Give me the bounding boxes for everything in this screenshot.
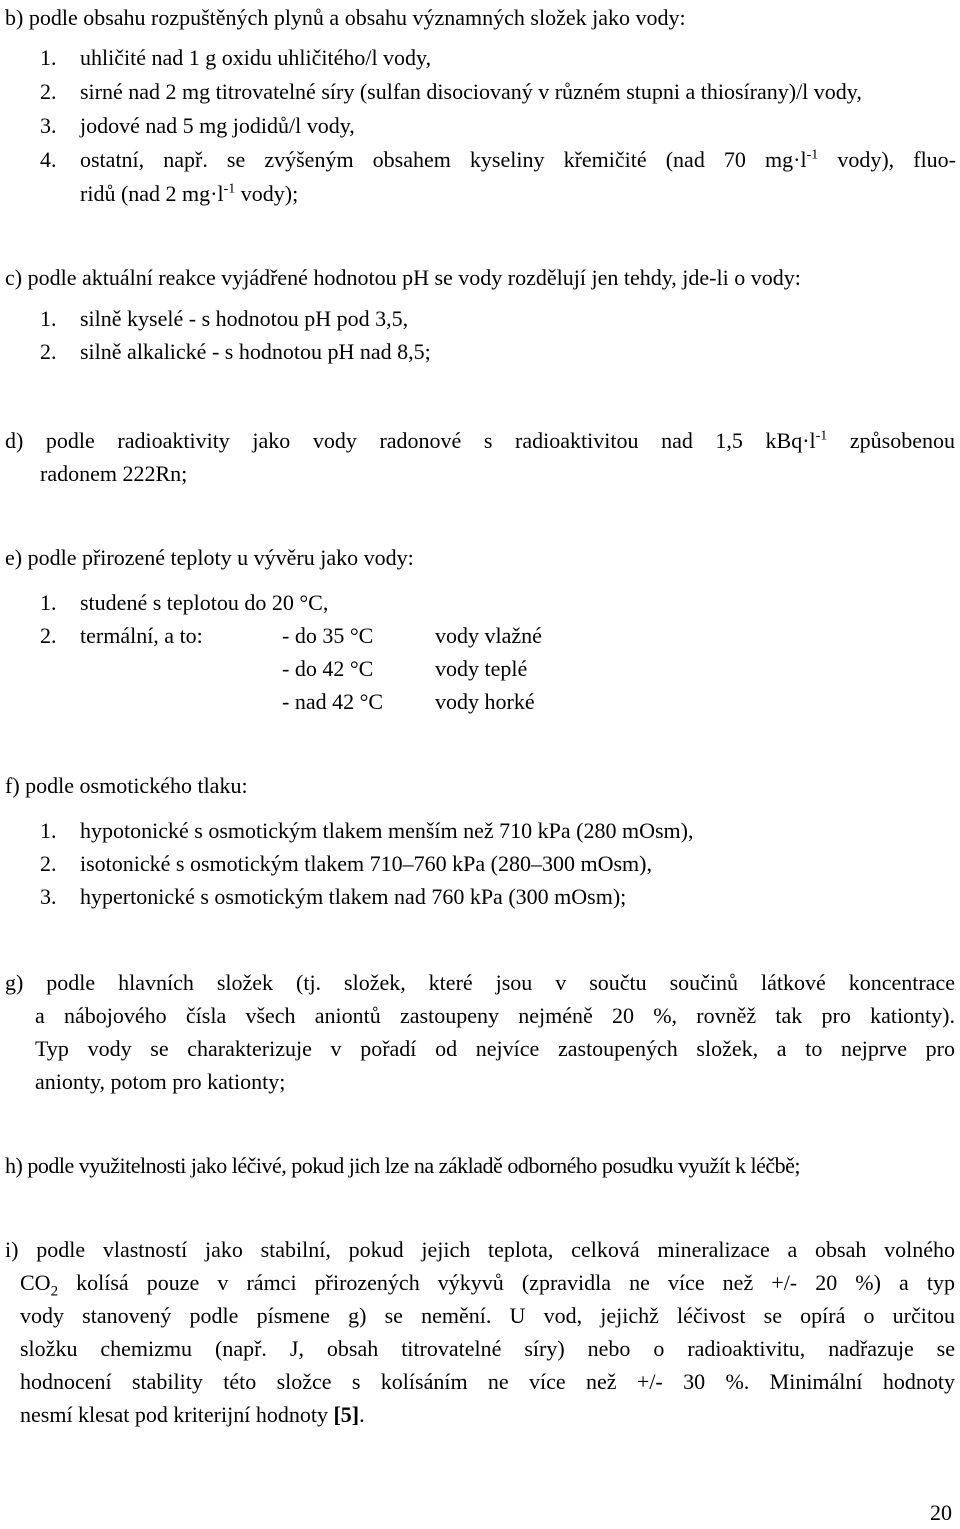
temperature-class: vody teplé bbox=[435, 656, 528, 681]
section-g-line: a nábojového čísla všech aniontů zastoupeny nejméně 20 %, rovněž tak pro kationty). bbox=[35, 1003, 955, 1028]
list-item: silně alkalické - s hodnotou pH nad 8,5; bbox=[80, 339, 431, 364]
section-d-line: d) podle radioaktivity jako vody radonové s radioaktivitou nad 1,5 $kBq\cdot l^{-1}$ způsobenou bbox=[5, 428, 955, 453]
section-e-heading: e) podle přirozené teploty u vývěru jako vody: bbox=[5, 545, 414, 570]
list-item-number: 3. bbox=[40, 113, 57, 138]
section-h-line: h) podle využitelnosti jako léčivé, pokud jich lze na základě odborného posudku využít k léčbě; bbox=[5, 1153, 800, 1178]
list-item-number: 4. bbox=[40, 147, 57, 172]
list-item-number: 1. bbox=[40, 306, 57, 331]
list-item-number: 1. bbox=[40, 818, 57, 843]
section-i-line: hodnocení stability této složce s kolísáním ne více než +/- 30 %. Minimální hodnoty bbox=[20, 1369, 955, 1394]
list-item-number: 2. bbox=[40, 79, 57, 104]
section-b-heading: b) podle obsahu rozpuštěných plynů a obsahu významných složek jako vody: bbox=[5, 5, 686, 30]
list-item: jodové nad 5 mg jodidů/l vody, bbox=[80, 113, 355, 138]
section-f-heading: f) podle osmotického tlaku: bbox=[5, 773, 248, 798]
list-item-number: 1. bbox=[40, 45, 57, 70]
page-number: 20 bbox=[930, 1500, 952, 1525]
temperature-range: - do 35 °C bbox=[282, 623, 374, 648]
list-item: uhličité nad 1 g oxidu uhličitého/l vody, bbox=[80, 45, 432, 70]
section-i-line: nesmí klesat pod kriterijní hodnoty [5]. bbox=[20, 1402, 365, 1427]
list-item-number: 2. bbox=[40, 623, 57, 648]
section-i-line: i) podle vlastností jako stabilní, pokud jejich teplota, celková mineralizace a obsah volného bbox=[5, 1237, 955, 1262]
list-item-number: 2. bbox=[40, 339, 57, 364]
list-item-number: 3. bbox=[40, 884, 57, 909]
temperature-class: vody vlažné bbox=[435, 623, 542, 648]
list-item: sirné nad 2 mg titrovatelné síry (sulfan disociovaný v různém stupni a thiosírany)/l vody, bbox=[80, 79, 862, 104]
list-item: silně kyselé - s hodnotou pH pod 3,5, bbox=[80, 306, 409, 331]
reference-citation: [5] bbox=[333, 1402, 360, 1427]
section-g-line: anionty, potom pro kationty; bbox=[35, 1069, 286, 1094]
list-item: studené s teplotou do 20 °C, bbox=[80, 590, 329, 615]
section-i-line: $CO_2$ kolísá pouze v rámci přirozených výkyvů (zpravidla ne více než +/- 20 %) a typ bbox=[20, 1270, 955, 1300]
temperature-range: - do 42 °C bbox=[282, 656, 374, 681]
section-g-line: g) podle hlavních složek (tj. složek, které jsou v součtu součinů látkové koncentrace bbox=[5, 970, 955, 995]
section-c-heading: c) podle aktuální reakce vyjádřené hodnotou pH se vody rozdělují jen tehdy, jde-li o vody: bbox=[5, 265, 801, 290]
list-item: isotonické s osmotickým tlakem 710–760 kPa (280–300 mOsm), bbox=[80, 851, 652, 876]
temperature-range: - nad 42 °C bbox=[282, 689, 384, 714]
section-g-line: Typ vody se charakterizuje v pořadí od nejvíce zastoupených složek, a to nejprve pro bbox=[35, 1036, 955, 1061]
temperature-class: vody horké bbox=[435, 689, 535, 714]
list-item: termální, a to: bbox=[80, 623, 203, 648]
section-i-line: vody stanovený podle písmene g) se nemění. U vod, jejichž léčivost se opírá o určitou bbox=[20, 1303, 955, 1328]
list-item: hypertonické s osmotickým tlakem nad 760 kPa (300 mOsm); bbox=[80, 884, 627, 909]
section-d-line: radonem 222Rn; bbox=[40, 461, 188, 486]
list-item-number: 2. bbox=[40, 851, 57, 876]
list-item-line: ridů (nad 2 $mg\cdot l^{-1}$ vody); bbox=[80, 181, 299, 206]
list-item-line: ostatní, např. se zvýšeným obsahem kyseliny křemičité (nad 70 $mg\cdot l^{-1}$ vody), fluo- bbox=[80, 147, 957, 172]
list-item: hypotonické s osmotickým tlakem menším než 710 kPa (280 mOsm), bbox=[80, 818, 694, 843]
section-i-line: složku chemizmu (např. J, obsah titrovatelné síry) nebo o radioaktivitu, nadřazuje se bbox=[20, 1336, 955, 1361]
list-item-number: 1. bbox=[40, 590, 57, 615]
